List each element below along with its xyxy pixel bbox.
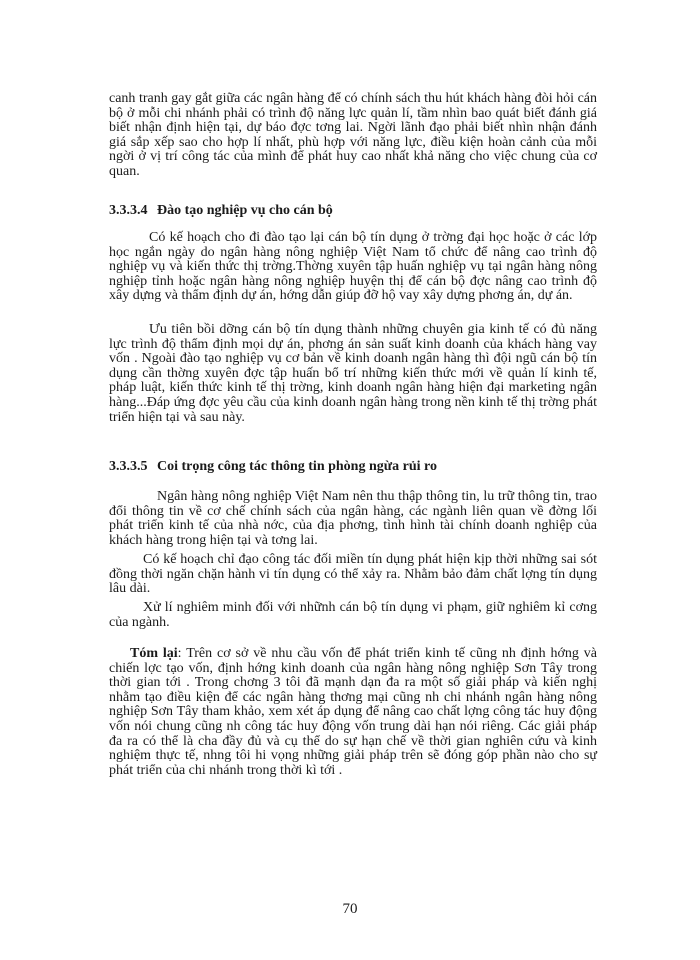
paragraph-training-plan: Có kế hoạch cho đi đào tạo lại cán bộ tín dụng ở trờng đại học hoặc ở các lớp học ngắn ngày do ngân hàng nông nghiệp Việt Nam tổ chức để nâng cao trình độ nghiệp vụ và kiến thức thị trờng.Thờng xuyên tập huấn nghiệp vụ tại ngân hàng nông nghiệp tỉnh hoặc ngân hàng nông nghiệp huyện thị để cán bộ đợc nâng cao trình độ xây dựng và thẩm định dự án, hớng dẫn giúp đỡ hộ vay xây dựng phơng án, dự án. [109, 230, 597, 304]
summary-label: Tóm lại [130, 646, 178, 661]
paragraph-credit-control: Có kế hoạch chỉ đạo công tác đối miền tín dụng phát hiện kịp thời những sai sót đồng thời ngăn chặn hành vi tín dụng có thể xảy ra. Nhằm bảo đảm chất lợng tín dụng lâu dài. [109, 552, 597, 597]
section-number: 3.3.3.5 [109, 459, 148, 474]
paragraph-summary [109, 647, 597, 778]
section-heading-3-3-3-4 [109, 203, 597, 219]
section-heading-3-3-3-5 [109, 459, 597, 475]
paragraph-intro: canh tranh gay gắt giữa các ngân hàng để có chính sách thu hút khách hàng đòi hỏi cán bộ ở mỗi chi nhánh phải có trình độ năng lực quản lí, tầm nhìn bao quát biết đánh giá biết nhận định hiện tại, dự báo đợc tơng lai. Ngời lãnh đạo phải biết nhìn nhận đánh giá sắp xếp sao cho hợp lí nhất, phù hợp với năng lực, điều kiện hoàn cảnh của mỗi ngời ở vị trí công tác của mình để phát huy cao nhất khả năng cho việc chung của cơ quan. [109, 91, 597, 179]
paragraph-priority-training: Ưu tiên bồi dỡng cán bộ tín dụng thành những chuyên gia kinh tế có đủ năng lực trình độ thẩm định mọi dự án, phơng án sản suất kinh doanh của khách hàng vay vốn . Ngoài đào tạo nghiệp vụ cơ bản về kinh doanh ngân hàng thì đội ngũ cán bộ tín dụng cần thờng xuyên đợc tập huấn bổ trí những kiến thức mới về quản lí kinh tế, pháp luật, kiến thức kinh tế thị trờng, kinh doanh ngân hàng hiện đại marketing ngân hàng...Đáp ứng đợc yêu cầu của kinh doanh ngân hàng trong nền kinh tế thị trờng phát triển hiện tại và sau này. [109, 322, 597, 425]
summary-text: : Trên cơ sở về nhu cầu vốn để phát triển kinh tế cũng nh định hớng và chiến lợc tạo vốn, định hớng kinh doanh của ngân hàng nông nghiệp Sơn Tây trong thời gian tới . Trong chơng 3 tôi đã mạnh dạn đa ra một số giải pháp và kiến nghị nhằm tạo điều kiện để các ngân hàng thơng mại cũng nh chi nhánh ngân hàng nông nghiệp Sơn Tây tham khảo, xem xét áp dụng để nâng cao chất lợng công tác huy động vốn nói chung cũng nh công tác huy động vốn trung dài hạn nói riêng. Các giải pháp đa ra có thể là cha đầy đủ và cụ thể do sự hạn chế về thời gian nghiên cứu và kinh nghiệm thực tế, nhng tôi hi vọng những giải pháp trên sẽ đóng góp phần nào cho sự phát triển của chi nhánh trong thời kì tới . [109, 646, 598, 778]
paragraph-information: Ngân hàng nông nghiệp Việt Nam nên thu thập thông tin, lu trữ thông tin, trao đổi thông tin về cơ chế chính sách của ngân hàng, các ngành liên quan về đờng lối phát triển kinh tế của nhà nớc, của địa phơng, tình hình tài chính doanh nghiệp của khách hàng trong hiện tại và tơng lai. [109, 489, 597, 548]
section-number: 3.3.3.4 [109, 203, 148, 218]
paragraph-discipline: Xử lí nghiêm minh đối với nhữnh cán bộ tín dụng vi phạm, giữ nghiêm kỉ cơng của ngành. [109, 600, 597, 630]
page-number: 70 [342, 901, 358, 917]
section-title: Đào tạo nghiệp vụ cho cán bộ [157, 203, 333, 218]
section-title: Coi trọng công tác thông tin phòng ngừa rủi ro [157, 459, 438, 474]
